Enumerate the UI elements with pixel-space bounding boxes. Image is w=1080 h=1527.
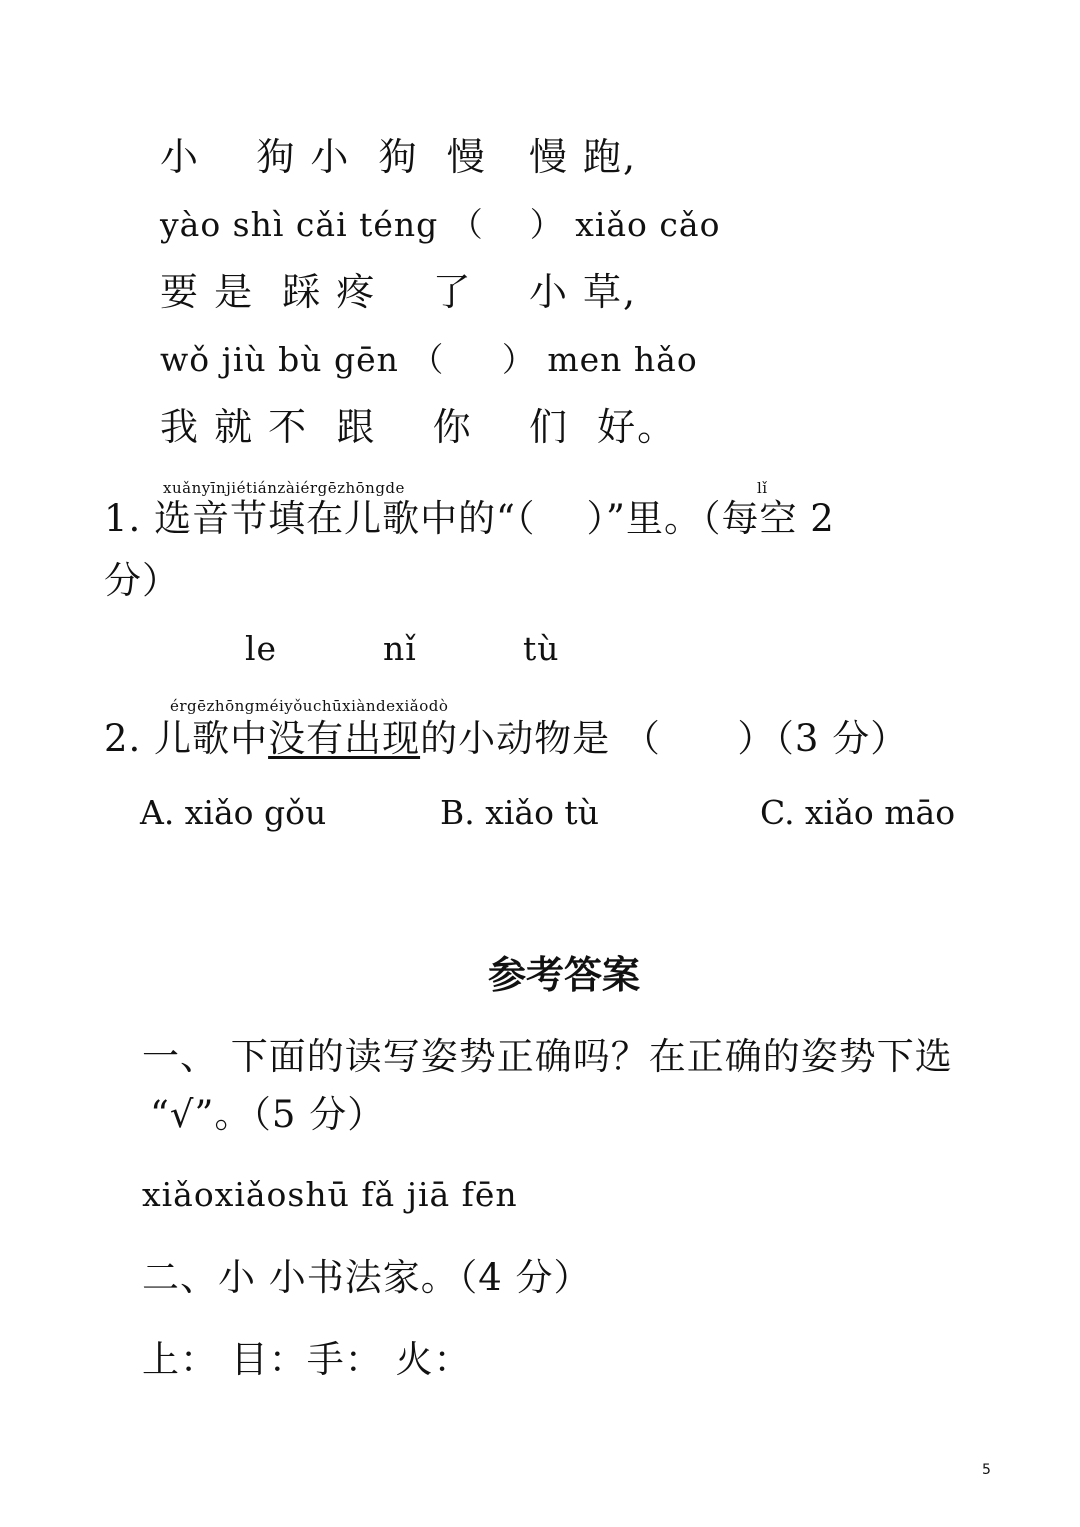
answers-section1-line1: 一、 下面的读写姿势正确吗？在正确的姿势下选 [142,1035,953,1078]
answers-section1-answer: xiǎoxiǎoshū fǎ jiā fēn [142,1175,518,1214]
question1-text: 1. 选音节填在儿歌中的“（ ）”里。（每空 2 [104,497,835,540]
question2-choice-a: A. xiǎo gǒu [140,793,327,832]
poem-line-2-pinyin: yào shì cǎi téng （ ） xiǎo cǎo [160,205,721,244]
answers-section2: 二、小 小书法家。（4 分） [142,1256,592,1299]
question1-text-cont: 分） [104,559,180,602]
question2-underlined: 没有出现 [268,717,421,760]
poem-line-5: 我 就 不 跟 你 们 好。 [160,405,678,449]
poem-line-1: 小 狗 小 狗 慢 慢 跑, [160,135,638,179]
question1-option-tu: tù [523,629,560,668]
question1-option-ni: nǐ [383,629,417,668]
answers-title: 参考答案 [488,953,641,997]
answers-section1-line2: “√”。（5 分） [150,1093,386,1136]
question2-suffix: 的小动物是 （ ）（3 分） [420,717,909,760]
question2-choice-c: C. xiǎo māo [760,793,956,832]
question2-choice-b: B. xiǎo tù [440,793,599,832]
question2-text [104,717,909,760]
answers-section2-answer: 上： 目：手： 火： [142,1338,472,1381]
poem-line-4-pinyin: wǒ jiù bù gēn （ ） men hǎo [160,340,698,379]
question2-prefix: 2. 儿歌中 [104,717,269,760]
poem-line-3: 要 是 踩 疼 了 小 草, [160,270,638,314]
question1-pinyin-annotation-li: lǐ [757,479,768,497]
page-number: 5 [982,1462,991,1478]
question1-pinyin-annotation: xuǎnyīnjiétiánzàiérgēzhōngde [163,479,405,497]
question1-option-le: le [245,629,278,668]
question2-pinyin-annotation: érgēzhōngméiyǒuchūxiàndexiǎodò [170,697,449,715]
